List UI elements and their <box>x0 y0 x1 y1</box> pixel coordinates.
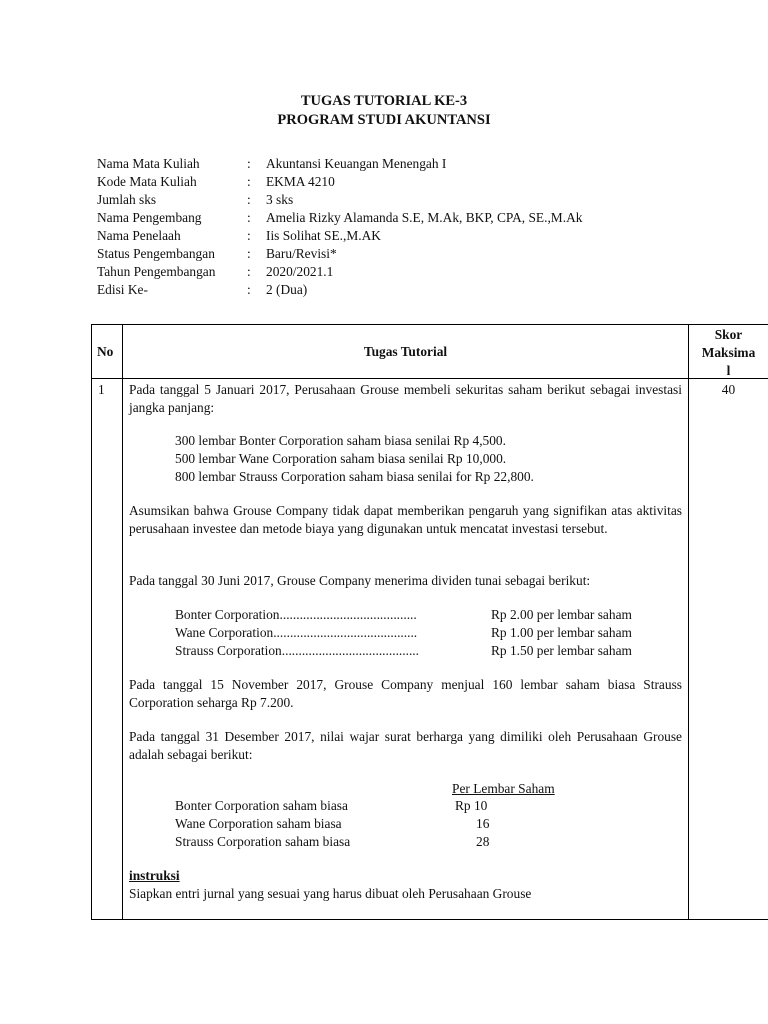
info-value: Akuntansi Keuangan Menengah I <box>266 156 447 171</box>
info-separator: : <box>247 246 251 261</box>
info-label: Jumlah sks <box>97 192 157 207</box>
dividend-amount: Rp 1.50 per lembar saham <box>491 643 632 658</box>
dividend-company: Wane Corporation........................................... <box>175 625 418 640</box>
fair-value-intro: Pada tanggal 31 Desember 2017, nilai wajar surat berharga yang dimiliki oleh Perusahaan Grouse adalah sebagai berikut: <box>129 729 682 762</box>
info-value: 2 (Dua) <box>266 282 308 297</box>
dividend-company: Strauss Corporation......................................... <box>175 643 419 658</box>
fair-value-company: Bonter Corporation saham biasa <box>175 798 348 813</box>
fair-value-company: Strauss Corporation saham biasa <box>175 834 351 849</box>
document-title: TUGAS TUTORIAL KE-3 <box>300 93 468 109</box>
info-label: Nama Penelaah <box>97 228 181 243</box>
purchase-line: 300 lembar Bonter Corporation saham biasa senilai Rp 4,500. <box>175 433 506 448</box>
fair-value-header: Per Lembar Saham <box>452 781 555 796</box>
column-header-task: Tugas Tutorial <box>363 344 448 359</box>
info-label: Nama Mata Kuliah <box>97 156 200 171</box>
info-label: Tahun Pengembangan <box>97 264 216 279</box>
info-separator: : <box>247 156 251 171</box>
assumption-text: Asumsikan bahwa Grouse Company tidak dapat memberikan pengaruh yang signifikan atas aktivitas perusahaan investee dan metode biaya yang digunakan untuk mencatat investasi tersebut. <box>129 503 682 536</box>
info-value: EKMA 4210 <box>266 174 335 189</box>
fair-value-amount: 28 <box>476 834 490 849</box>
table-border-top <box>91 324 768 325</box>
document-subtitle: PROGRAM STUDI AKUNTANSI <box>277 112 491 128</box>
purchase-line: 800 lembar Strauss Corporation saham biasa senilai for Rp 22,800. <box>175 469 534 484</box>
info-value: Amelia Rizky Alamanda S.E, M.Ak, BKP, CPA, SE.,M.Ak <box>266 210 583 225</box>
info-label: Kode Mata Kuliah <box>97 174 197 189</box>
column-header-score <box>689 326 768 380</box>
fair-value-amount: 16 <box>476 816 490 831</box>
info-separator: : <box>247 228 251 243</box>
purchase-line: 500 lembar Wane Corporation saham biasa senilai Rp 10,000. <box>175 451 507 466</box>
dividend-company: Bonter Corporation......................................... <box>175 607 417 622</box>
score-header-line: l <box>726 363 731 378</box>
instruction-label: instruksi <box>129 868 180 883</box>
fair-value-company: Wane Corporation saham biasa <box>175 816 342 831</box>
info-label: Status Pengembangan <box>97 246 215 261</box>
table-column-divider <box>688 324 689 920</box>
sale-text: Pada tanggal 15 November 2017, Grouse Company menjual 160 lembar saham biasa Strauss Corporation seharga Rp 7.200. <box>129 677 682 710</box>
column-header-no: No <box>97 344 114 359</box>
info-separator: : <box>247 264 251 279</box>
info-value: Iis Solihat SE.,M.AK <box>266 228 381 243</box>
row-max-score: 40 <box>721 382 736 397</box>
fair-value-amount: Rp 10 <box>455 798 488 813</box>
info-value: 3 sks <box>266 192 294 207</box>
info-separator: : <box>247 192 251 207</box>
dividend-amount: Rp 2.00 per lembar saham <box>491 607 632 622</box>
info-value: Baru/Revisi* <box>266 246 337 261</box>
info-label: Edisi Ke- <box>97 282 148 297</box>
info-separator: : <box>247 210 251 225</box>
info-separator: : <box>247 174 251 189</box>
score-header-line: Maksima <box>701 345 756 360</box>
dividend-intro: Pada tanggal 30 Juni 2017, Grouse Company menerima dividen tunai sebagai berikut: <box>129 573 591 588</box>
table-border-left <box>91 324 92 920</box>
row-number: 1 <box>98 382 105 397</box>
info-separator: : <box>247 282 251 297</box>
table-header-divider <box>91 378 768 379</box>
table-border-bottom <box>91 919 768 920</box>
table-column-divider <box>122 324 123 920</box>
instruction-text: Siapkan entri jurnal yang sesuai yang harus dibuat oleh Perusahaan Grouse <box>129 886 532 901</box>
info-value: 2020/2021.1 <box>266 264 334 279</box>
task-intro: Pada tanggal 5 Januari 2017, Perusahaan Grouse membeli sekuritas saham berikut sebagai investasi jangka panjang: <box>129 382 682 415</box>
info-label: Nama Pengembang <box>97 210 202 225</box>
dividend-amount: Rp 1.00 per lembar saham <box>491 625 632 640</box>
score-header-line: Skor <box>714 327 743 342</box>
